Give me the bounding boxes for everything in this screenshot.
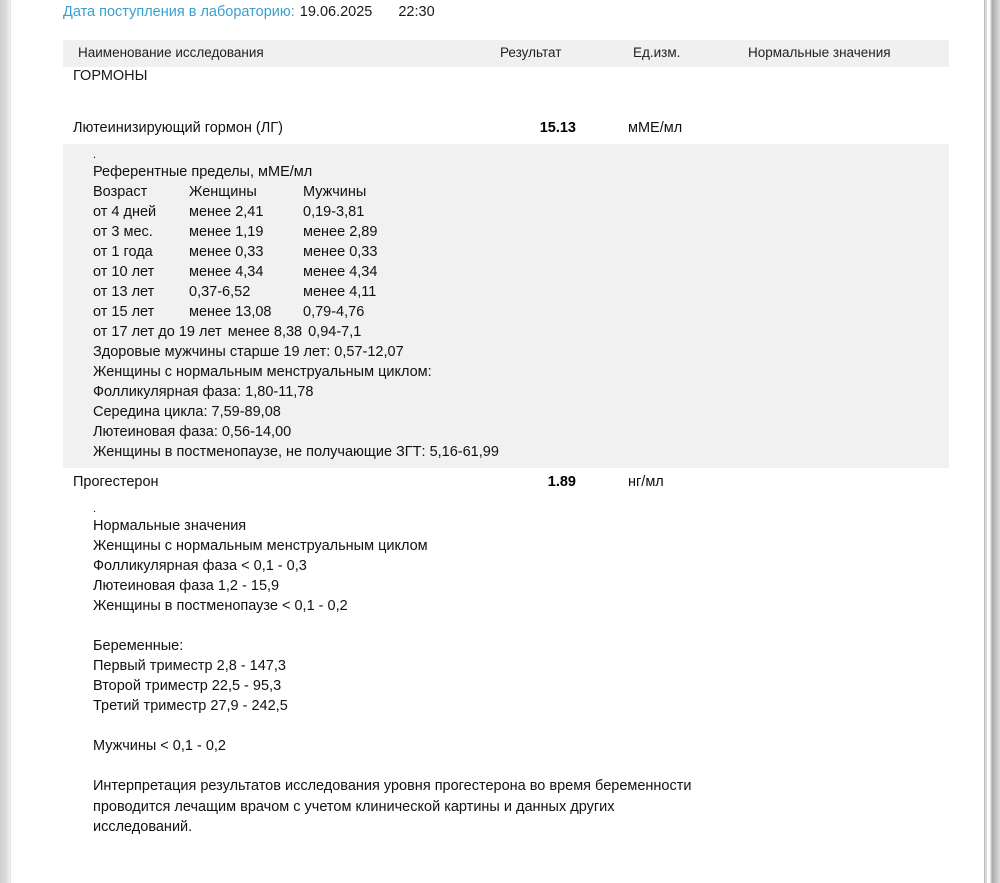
age-reference-female: менее 13,08 <box>189 304 272 320</box>
age-reference-male: менее 0,33 <box>303 244 378 260</box>
analyte-unit: мМЕ/мл <box>628 120 683 136</box>
age-reference-age: от 3 мес. <box>93 224 153 240</box>
analyte-result-value: 15.13 <box>539 120 576 136</box>
page-left-gutter <box>0 0 10 883</box>
age-reference-age: от 4 дней <box>93 204 157 220</box>
age-reference-male: 0,19-3,81 <box>303 204 365 220</box>
age-reference-age: от 10 лет <box>93 264 155 280</box>
reference-note: Середина цикла: 7,59-89,08 <box>93 404 281 420</box>
lab-reception-date-value: 19.06.2025 <box>299 4 373 20</box>
age-reference-age: от 1 года <box>93 244 153 260</box>
reference-note: Третий триместр 27,9 - 242,5 <box>93 698 288 714</box>
reference-bullet-dot: . <box>93 503 97 515</box>
reference-note: Первый триместр 2,8 - 147,3 <box>93 658 286 674</box>
page-right-border <box>987 0 1000 883</box>
age-reference-age: от 13 лет <box>93 284 155 300</box>
age-reference-age: от 17 лет до 19 лет <box>93 324 222 340</box>
report-page <box>10 0 985 883</box>
reference-note: Фолликулярная фаза < 0,1 - 0,3 <box>93 558 307 574</box>
age-reference-female: 0,37-6,52 <box>189 284 251 300</box>
analyte-row <box>63 472 949 498</box>
reference-title: Нормальные значения <box>93 518 247 534</box>
reference-note-spacer <box>63 616 949 636</box>
age-table-header-female: Женщины <box>189 184 257 200</box>
age-reference-male: менее 2,89 <box>303 224 378 240</box>
column-header-result: Результат <box>500 45 562 60</box>
analyte-block <box>63 118 949 468</box>
reference-note: Женщины с нормальным менструальным циклом: <box>93 364 432 380</box>
reference-note-spacer <box>63 756 949 776</box>
age-reference-female: менее 4,34 <box>189 264 264 280</box>
age-table-header <box>63 182 949 202</box>
analyte-name: Прогестерон <box>73 474 159 490</box>
results-table-header <box>63 40 949 67</box>
age-reference-age: от 15 лет <box>93 304 155 320</box>
reference-note-spacer <box>63 716 949 736</box>
reference-values-block <box>63 144 949 468</box>
reference-title: Референтные пределы, мМЕ/мл <box>93 164 313 180</box>
reference-bullet-dot: . <box>93 149 97 161</box>
age-reference-female: менее 0,33 <box>189 244 264 260</box>
reference-note: Лютеиновая фаза: 0,56-14,00 <box>93 424 292 440</box>
reference-note: Женщины с нормальным менструальным циклом <box>93 538 428 554</box>
age-reference-male: 0,94-7,1 <box>308 324 362 340</box>
age-table-header-age: Возраст <box>93 184 148 200</box>
reference-note: Женщины в постменопаузе, не получающие ЗГТ: 5,16-61,99 <box>93 444 499 460</box>
age-reference-row <box>63 242 949 262</box>
reference-note: Фолликулярная фаза: 1,80-11,78 <box>93 384 314 400</box>
reference-note: Второй триместр 22,5 - 95,3 <box>93 678 282 694</box>
age-table-header-male: Мужчины <box>303 184 367 200</box>
age-reference-male: менее 4,34 <box>303 264 378 280</box>
section-title-hormones: ГОРМОНЫ <box>73 68 148 84</box>
reference-note: Лютеиновая фаза 1,2 - 15,9 <box>93 578 280 594</box>
lab-reception-date <box>63 0 435 24</box>
column-header-name: Наименование исследования <box>78 45 264 60</box>
analyte-result-value: 1.89 <box>547 474 576 490</box>
reference-note: Здоровые мужчины старше 19 лет: 0,57-12,07 <box>93 344 404 360</box>
analyte-row <box>63 118 949 144</box>
lab-reception-date-label: Дата поступления в лабораторию: <box>63 4 295 20</box>
age-reference-row <box>63 282 949 302</box>
age-reference-row <box>63 302 949 322</box>
age-reference-row <box>63 202 949 222</box>
age-reference-row <box>63 262 949 282</box>
reference-values-block <box>63 498 949 844</box>
lab-reception-time-value: 22:30 <box>398 4 435 20</box>
analyte-name: Лютеинизирующий гормон (ЛГ) <box>73 120 283 136</box>
age-reference-row <box>63 222 949 242</box>
analyte-block <box>63 472 949 844</box>
reference-note: Беременные: <box>93 638 184 654</box>
age-reference-female: менее 2,41 <box>189 204 264 220</box>
age-reference-female: менее 8,38 <box>227 324 303 340</box>
reference-note: Мужчины < 0,1 - 0,2 <box>93 738 226 754</box>
column-header-norm: Нормальные значения <box>748 45 891 60</box>
interpretation-note: Интерпретация результатов исследования уровня прогестерона во время беременности проводится лечащим врачом с учетом клинической картины и данных других исследований. <box>93 778 692 835</box>
age-reference-female: менее 1,19 <box>189 224 264 240</box>
analyte-unit: нг/мл <box>628 474 664 490</box>
reference-note: Женщины в постменопаузе < 0,1 - 0,2 <box>93 598 348 614</box>
age-reference-male: 0,79-4,76 <box>303 304 365 320</box>
column-header-unit: Ед.изм. <box>633 45 681 60</box>
age-reference-row <box>63 322 949 342</box>
age-reference-male: менее 4,11 <box>303 284 377 300</box>
